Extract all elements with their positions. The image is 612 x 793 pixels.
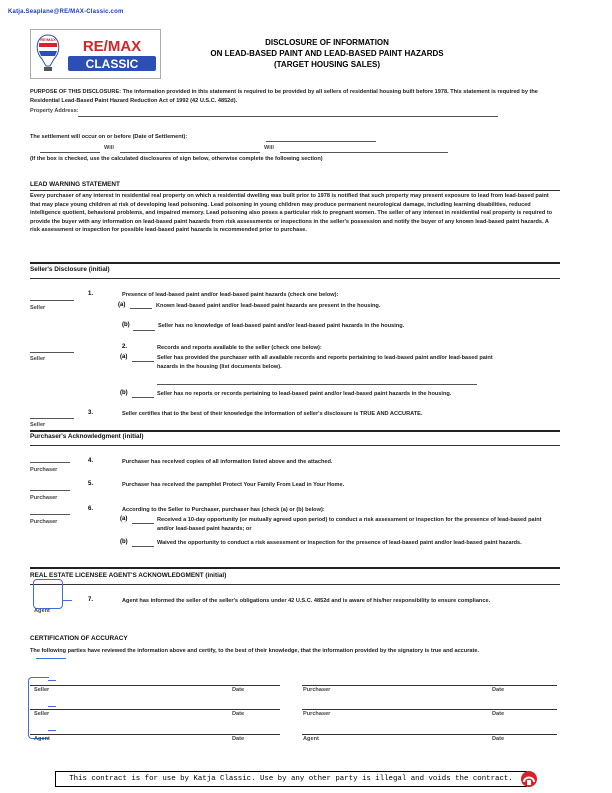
- item-3-text: Seller certifies that to the best of their knowledge the information of seller's disclosure is TRUE AND ACCURATE.: [122, 411, 423, 417]
- certification-text: The following parties have reviewed the information above and certify, to the best of their knowledge, that the information provided by the signatory is true and accurate.: [30, 648, 480, 654]
- doc-title-line3: (TARGET HOUSING SALES): [273, 60, 381, 69]
- purchaser-side-label-4: Purchaser: [30, 467, 58, 473]
- item-5-num: 5.: [88, 481, 94, 487]
- lead-warning-text: Every purchaser of any interest in residential real property on which a residential dwelling was built prior to 1978 is notified that such property may present exposure to lead from lead-based paint that may place young children at risk of developing lead poisoning. Lead poisoning in young children may produce permanent neurological damage, including learning disabilities, reduced intelligence quotient, behavioral problems, and impaired memory. Lead poisoning also poses a particular risk to pregnant women. The seller of any interest in residential real property is required to provide the buyer with any information on lead-based paint hazards from risk assessments or inspections in the seller's possession and notify the buyer of any known lead-based paint hazards. A risk assessment or inspection for possible lead-based paint hazards is recommended prior to purchase.: [30, 193, 553, 234]
- item-1-text: Presence of lead-based paint and/or lead-based paint hazards (check one below):: [122, 292, 339, 298]
- item-1b-check[interactable]: [133, 330, 155, 331]
- item-4-num: 4.: [88, 458, 94, 464]
- item-6b-num: (b): [120, 539, 128, 545]
- item-1a-text: Known lead-based paint and/or lead-based paint hazards are present in the housing.: [156, 303, 381, 309]
- item-2-text: Records and reports available to the seller (check one below):: [157, 345, 322, 351]
- purchaser-side-label-6: Purchaser: [30, 519, 58, 525]
- sig-row3-end: Date: [492, 736, 505, 742]
- lead-warning-title: LEAD WARNING STATEMENT: [30, 181, 120, 188]
- doc-title-line2: ON LEAD-BASED PAINT AND LEAD-BASED PAINT HAZARDS: [210, 49, 444, 58]
- item-6a-check[interactable]: [132, 523, 154, 524]
- remax-logo: [30, 29, 161, 79]
- item-1a-num: (a): [118, 302, 126, 308]
- item-2a-num: (a): [120, 354, 128, 360]
- sig-row2-end: Date: [492, 711, 505, 717]
- sig-row2-left: Seller: [34, 711, 50, 717]
- item-2b-check[interactable]: [132, 397, 154, 398]
- seller-initials-2[interactable]: [30, 352, 74, 353]
- purchaser-initials-6[interactable]: [30, 514, 70, 515]
- logo-wordmark: RE/MAX: [82, 38, 142, 55]
- sig-row3-right: Agent: [303, 736, 319, 742]
- seller-disclosure-title: Seller's Disclosure (initial): [30, 266, 110, 273]
- item-1a-check[interactable]: [130, 308, 152, 309]
- sig-row1-end: Date: [492, 687, 505, 693]
- purchaser-initials-4[interactable]: [30, 462, 70, 463]
- footer-notice: This contract is for use by Katja Classic. Use by any other party is illegal and voids the contract.: [55, 771, 527, 787]
- sig-row3-left: Agent: [34, 736, 50, 742]
- seller-side-label-3: Seller: [30, 422, 46, 428]
- balloon-mark-text: RE/MAX: [40, 37, 56, 42]
- item-1b-text: Seller has no knowledge of lead-based paint and/or lead-based paint hazards in the housing.: [158, 323, 405, 329]
- agent-side-label: Agent: [34, 608, 50, 614]
- sig-row3-mid: Date: [232, 736, 245, 742]
- item-3-num: 3.: [88, 410, 94, 416]
- logo-subtitle: CLASSIC: [85, 57, 139, 71]
- seller-initials-1[interactable]: [30, 300, 74, 301]
- item-2b-text: Seller has no reports or records pertaining to lead-based paint and/or lead-based paint hazards in the housing.: [157, 391, 452, 397]
- settlement-blank-c[interactable]: [280, 152, 448, 153]
- doc-title-line1: DISCLOSURE OF INFORMATION: [265, 38, 389, 47]
- purchaser-side-label-5: Purchaser: [30, 495, 58, 501]
- item-6b-text: Waived the opportunity to conduct a risk assessment or inspection for the presence of lead-based paint and/or lead-based paint hazards.: [157, 540, 522, 546]
- settlement-line1: The settlement will occur on or before (Date of Settlement):: [30, 134, 188, 140]
- item-2b-num: (b): [120, 390, 128, 396]
- documents-list-field[interactable]: [157, 384, 477, 385]
- item-6a-text: Received a 10-day opportunity (or mutually agreed upon period) to conduct a risk assessment or inspection for the presence of lead-based paint and/or lead-based paint hazards; or: [157, 517, 542, 532]
- item-7-num: 7.: [88, 597, 94, 603]
- sig-row1-mid: Date: [232, 687, 245, 693]
- sig-row2-mid: Date: [232, 711, 245, 717]
- property-address-label: Property Address:: [30, 108, 79, 114]
- settlement-blank-a[interactable]: [40, 152, 100, 153]
- settlement-will-a: Will: [104, 145, 114, 151]
- item-7-text: Agent has informed the seller of the seller's obligations under 42 U.S.C. 4852d and is aware of his/her responsibility to ensure compliance.: [122, 598, 491, 604]
- agent-email-link[interactable]: Katja.Seaplane@RE/MAX-Classic.com: [8, 9, 124, 15]
- settlement-note: (If the box is checked, use the calculated disclosures of sign below, otherwise complete the following section): [30, 156, 323, 162]
- item-1b-num: (b): [122, 322, 130, 328]
- purchaser-initials-5[interactable]: [30, 490, 70, 491]
- settlement-date-field[interactable]: [266, 141, 376, 142]
- item-6a-num: (a): [120, 516, 128, 522]
- item-2-num: 2.: [122, 344, 128, 350]
- seller-side-label-2: Seller: [30, 356, 46, 362]
- item-2a-check[interactable]: [132, 361, 154, 362]
- seller-initials-3[interactable]: [30, 418, 74, 419]
- agent-ack-title: REAL ESTATE LICENSEE AGENT'S ACKNOWLEDGMENT (initial): [30, 572, 227, 579]
- agent-initials-box[interactable]: [33, 579, 63, 609]
- item-4-text: Purchaser has received copies of all information listed above and the attached.: [122, 459, 333, 465]
- purpose-text: PURPOSE OF THIS DISCLOSURE: The information provided in this statement is required to be provided by all sellers of residential housing built before 1978. This statement is required by the Residential Lead-Based Paint Hazard Reduction Act of 1992 (42 U.S.C. 4852d).: [30, 89, 538, 104]
- purchaser-ack-title: Purchaser's Acknowledgment (initial): [30, 433, 144, 440]
- remax-balloon-icon: [518, 770, 540, 788]
- item-5-text: Purchaser has received the pamphlet Protect Your Family From Lead in Your Home.: [122, 482, 345, 488]
- sig-row2-right: Purchaser: [303, 711, 331, 717]
- item-6b-check[interactable]: [132, 546, 154, 547]
- property-address-field[interactable]: [78, 116, 498, 117]
- item-1-num: 1.: [88, 291, 94, 297]
- certification-title: CERTIFICATION OF ACCURACY: [30, 635, 128, 642]
- settlement-will-b: Will: [264, 145, 274, 151]
- settlement-blank-b[interactable]: [120, 152, 260, 153]
- item-2a-text: Seller has provided the purchaser with all available records and reports pertaining to lead-based paint and/or lead-based paint hazards in the housing (list documents below).: [157, 355, 493, 370]
- sig-row1-left: Seller: [34, 687, 50, 693]
- item-6-num: 6.: [88, 506, 94, 512]
- item-6-text: According to the Seller to Purchaser, purchaser has (check (a) or (b) below):: [122, 507, 325, 513]
- seller-side-label-1: Seller: [30, 305, 46, 311]
- sig-row1-right: Purchaser: [303, 687, 331, 693]
